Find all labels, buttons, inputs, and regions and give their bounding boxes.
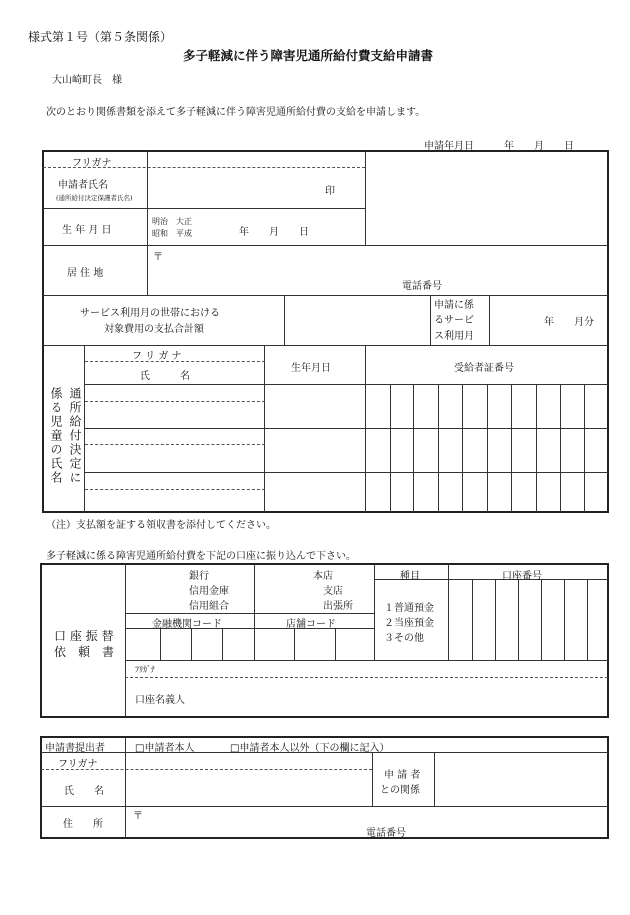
era-line-1: 明治 大正	[152, 217, 192, 226]
bank-intro: 多子軽減に係る障害児通所給付費を下記の口座に振り込んで下さい。	[46, 551, 356, 562]
page-title: 多子軽減に伴う障害児通所給付費支給申請書	[183, 48, 434, 63]
submitter-self-option[interactable]: □申請者本人	[135, 743, 195, 754]
cost-label-2: 対象費用の支払合計額	[104, 324, 204, 335]
addressee: 大山崎町長 様	[52, 75, 122, 86]
relationship-label-2: との関係	[380, 785, 420, 796]
bank-type-bank: 銀行	[189, 571, 209, 582]
branch-type-branch: 支店	[323, 586, 343, 597]
cost-label-1: サービス利用月の世帯における	[80, 308, 220, 319]
children-side-label-a: 通所給付決定に	[68, 387, 82, 485]
child-furigana-label: フ リ ガ ナ	[132, 351, 182, 362]
postal-mark: 〒	[153, 252, 163, 263]
intro-text: 次のとおり関係書類を添えて多子軽減に伴う障害児通所給付費の支給を申請します。	[46, 107, 426, 118]
children-side-label-b: 係る児童の氏名	[49, 387, 63, 485]
account-holder-label: 口座名義人	[135, 695, 185, 706]
account-type-1: １普通預金	[384, 603, 434, 614]
bank-type-shinkin: 信用金庫	[189, 586, 229, 597]
child-birth-label: 生年月日	[291, 363, 331, 374]
submitter-other-option[interactable]: □申請者本人以外（下の欄に記入）	[230, 743, 390, 754]
child-name-label: 氏 名	[140, 371, 190, 382]
submitter-label: 申請書提出者	[45, 743, 105, 754]
relationship-label-1: 申 請 者	[384, 770, 421, 781]
submitter-name-label: 氏 名	[64, 786, 104, 797]
branch-type-head: 本店	[313, 571, 333, 582]
applicant-name-note: (通所給付決定保護者氏名)	[56, 194, 133, 202]
transfer-label-2: 依 頼 書	[54, 645, 115, 659]
branch-code-label: 店舗コード	[286, 619, 336, 630]
phone-label: 電話番号	[402, 281, 442, 292]
service-month-label-1: 申請に係	[434, 300, 474, 311]
certificate-number-label: 受給者証番号	[454, 363, 514, 374]
era-line-2: 昭和 平成	[152, 229, 192, 238]
holder-furigana-label: ﾌﾘｶﾞﾅ	[135, 665, 155, 674]
submitter-furigana-label: フリガナ	[58, 759, 98, 770]
submitter-postal-mark: 〒	[133, 811, 143, 822]
branch-type-office: 出張所	[323, 601, 353, 612]
account-number-label: 口座番号	[502, 571, 542, 582]
bank-code-label: 金融機関コード	[152, 619, 222, 630]
transfer-label-1: 口 座 振 替	[54, 629, 114, 643]
service-month-label-2: るサービ	[434, 315, 474, 326]
submitter-phone-label: 電話番号	[366, 828, 406, 839]
service-month-label-3: ス利用月	[434, 331, 474, 342]
applicant-name-label: 申請者氏名	[58, 180, 108, 191]
submitter-address-label: 住 所	[63, 819, 103, 830]
account-type-2: ２当座預金	[384, 618, 434, 629]
birth-ymd: 年 月 日	[239, 227, 309, 238]
seal-mark: 印	[325, 186, 335, 197]
bank-type-kumiai: 信用組合	[189, 601, 229, 612]
furigana-label: フリガナ	[72, 158, 112, 169]
service-year-month: 年 月分	[544, 317, 594, 328]
application-date: 申請年月日 年 月 日	[424, 141, 574, 152]
account-type-3: ３その他	[384, 633, 424, 644]
birth-label: 生 年 月 日	[62, 225, 112, 236]
receipt-note: （注）支払額を証する領収書を添付してください。	[46, 520, 276, 531]
account-type-label: 種目	[400, 571, 420, 582]
form-number: 様式第１号（第５条関係）	[28, 30, 173, 44]
address-label: 居 住 地	[67, 268, 104, 279]
